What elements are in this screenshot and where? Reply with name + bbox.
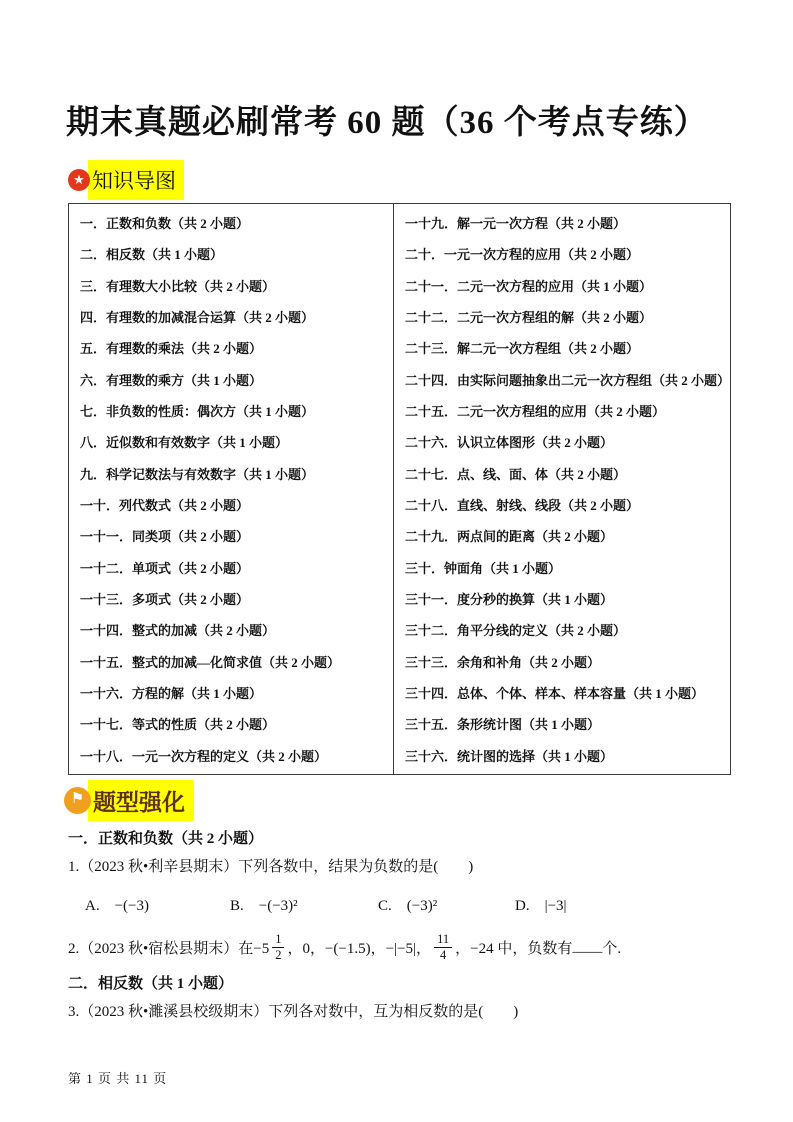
toc-item: 一十七．等式的性质（共 2 小题） — [80, 717, 276, 733]
toc-item: 二十九．两点间的距离（共 2 小题） — [405, 529, 614, 545]
question-1-options — [68, 894, 731, 915]
toc-item: 三十．钟面角（共 1 小题） — [405, 560, 562, 576]
fraction-numerator: 1 — [272, 932, 284, 947]
star-badge-icon — [68, 169, 90, 191]
page-title: 期末真题必刷常考 60 题（36 个考点专练） — [66, 105, 708, 141]
exercise-section-label: 题型强化 — [88, 780, 194, 821]
fraction-eleven-fourths — [434, 932, 452, 962]
toc-item: 一．正数和负数（共 2 小题） — [80, 216, 250, 232]
topic-heading-1: 一．正数和负数（共 2 小题） — [68, 831, 264, 847]
toc-item: 八．近似数和有效数字（共 1 小题） — [80, 435, 289, 451]
toc-item: 二．相反数（共 1 小题） — [80, 247, 224, 263]
toc-column-right — [394, 204, 730, 774]
toc-item: 二十七．点、线、面、体（共 2 小题） — [405, 466, 627, 482]
toc-item: 二十一．二元一次方程的应用（共 1 小题） — [405, 278, 653, 294]
exercise-section-header — [64, 780, 194, 821]
question-3-text: 3.（2023 秋•濉溪县校级期末）下列各对数中，互为相反数的是( ) — [68, 1004, 519, 1020]
toc-item: 二十五．二元一次方程组的应用（共 2 小题） — [405, 404, 666, 420]
star-glyph: ★ — [73, 171, 85, 187]
option-b: B. −(−3)² — [230, 898, 298, 914]
toc-item: 三十二．角平分线的定义（共 2 小题） — [405, 623, 627, 639]
knowledge-map-table — [68, 203, 731, 775]
toc-item: 一十一．同类项（共 2 小题） — [80, 529, 250, 545]
toc-item: 三十五．条形统计图（共 1 小题） — [405, 717, 601, 733]
question-2-middle-1: ，0，−(−1.5)，−|−5|， — [287, 940, 432, 957]
toc-item: 三十三．余角和补角（共 2 小题） — [405, 654, 601, 670]
toc-column-left — [69, 204, 394, 774]
fraction-numerator: 11 — [434, 932, 452, 947]
fraction-denominator: 2 — [275, 947, 282, 962]
flag-glyph: ⚑ — [70, 791, 85, 807]
question-2-tail: 个. — [602, 940, 622, 957]
toc-item: 一十五．整式的加减—化简求值（共 2 小题） — [80, 654, 341, 670]
topic-heading-2: 二．相反数（共 1 小题） — [68, 976, 234, 992]
toc-item: 一十六．方程的解（共 1 小题） — [80, 686, 263, 702]
toc-item: 二十四．由实际问题抽象出二元一次方程组（共 2 小题） — [405, 372, 730, 388]
option-d: D. |−3| — [515, 898, 567, 914]
question-2-text — [68, 924, 621, 970]
toc-item: 一十三．多项式（共 2 小题） — [80, 592, 250, 608]
toc-item: 二十．一元一次方程的应用（共 2 小题） — [405, 247, 640, 263]
toc-item: 二十八．直线、射线、线段（共 2 小题） — [405, 498, 640, 514]
option-c: C. (−3)² — [378, 898, 438, 914]
answer-blank: ____ — [572, 938, 603, 955]
toc-item: 三十四．总体、个体、样本、样本容量（共 1 小题） — [405, 686, 705, 702]
toc-item: 二十三．解二元一次方程组（共 2 小题） — [405, 341, 640, 357]
toc-item: 二十六．认识立体图形（共 2 小题） — [405, 435, 614, 451]
toc-item: 二十二．二元一次方程组的解（共 2 小题） — [405, 310, 653, 326]
toc-item: 九．科学记数法与有效数字（共 1 小题） — [80, 466, 315, 482]
toc-item: 六．有理数的乘方（共 1 小题） — [80, 372, 263, 388]
option-a: A. −(−3) — [85, 898, 149, 914]
toc-item: 一十二．单项式（共 2 小题） — [80, 560, 250, 576]
toc-item: 三十六．统计图的选择（共 1 小题） — [405, 748, 614, 764]
toc-item: 三．有理数大小比较（共 2 小题） — [80, 278, 276, 294]
flag-badge-icon — [64, 787, 91, 814]
fraction-one-half — [272, 932, 284, 962]
toc-item: 一十．列代数式（共 2 小题） — [80, 498, 250, 514]
toc-item: 一十八．一元一次方程的定义（共 2 小题） — [80, 748, 328, 764]
knowledge-map-label: 知识导图 — [88, 160, 184, 200]
toc-item: 七．非负数的性质：偶次方（共 1 小题） — [80, 404, 315, 420]
fraction-denominator: 4 — [439, 947, 447, 962]
toc-item: 一十四．整式的加减（共 2 小题） — [80, 623, 276, 639]
toc-item: 五．有理数的乘法（共 2 小题） — [80, 341, 263, 357]
question-2-prefix: 2.（2023 秋•宿松县期末）在−5 — [68, 940, 270, 957]
knowledge-map-header — [68, 160, 184, 200]
toc-item: 三十一．度分秒的换算（共 1 小题） — [405, 592, 614, 608]
toc-item: 一十九．解一元一次方程（共 2 小题） — [405, 216, 627, 232]
question-2-middle-2: ，−24 中，负数有 — [455, 940, 573, 957]
page-footer: 第 1 页 共 11 页 — [68, 1071, 168, 1086]
question-1-text: 1.（2023 秋•利辛县期末）下列各数中，结果为负数的是( ) — [68, 859, 474, 875]
toc-item: 四．有理数的加减混合运算（共 2 小题） — [80, 310, 315, 326]
